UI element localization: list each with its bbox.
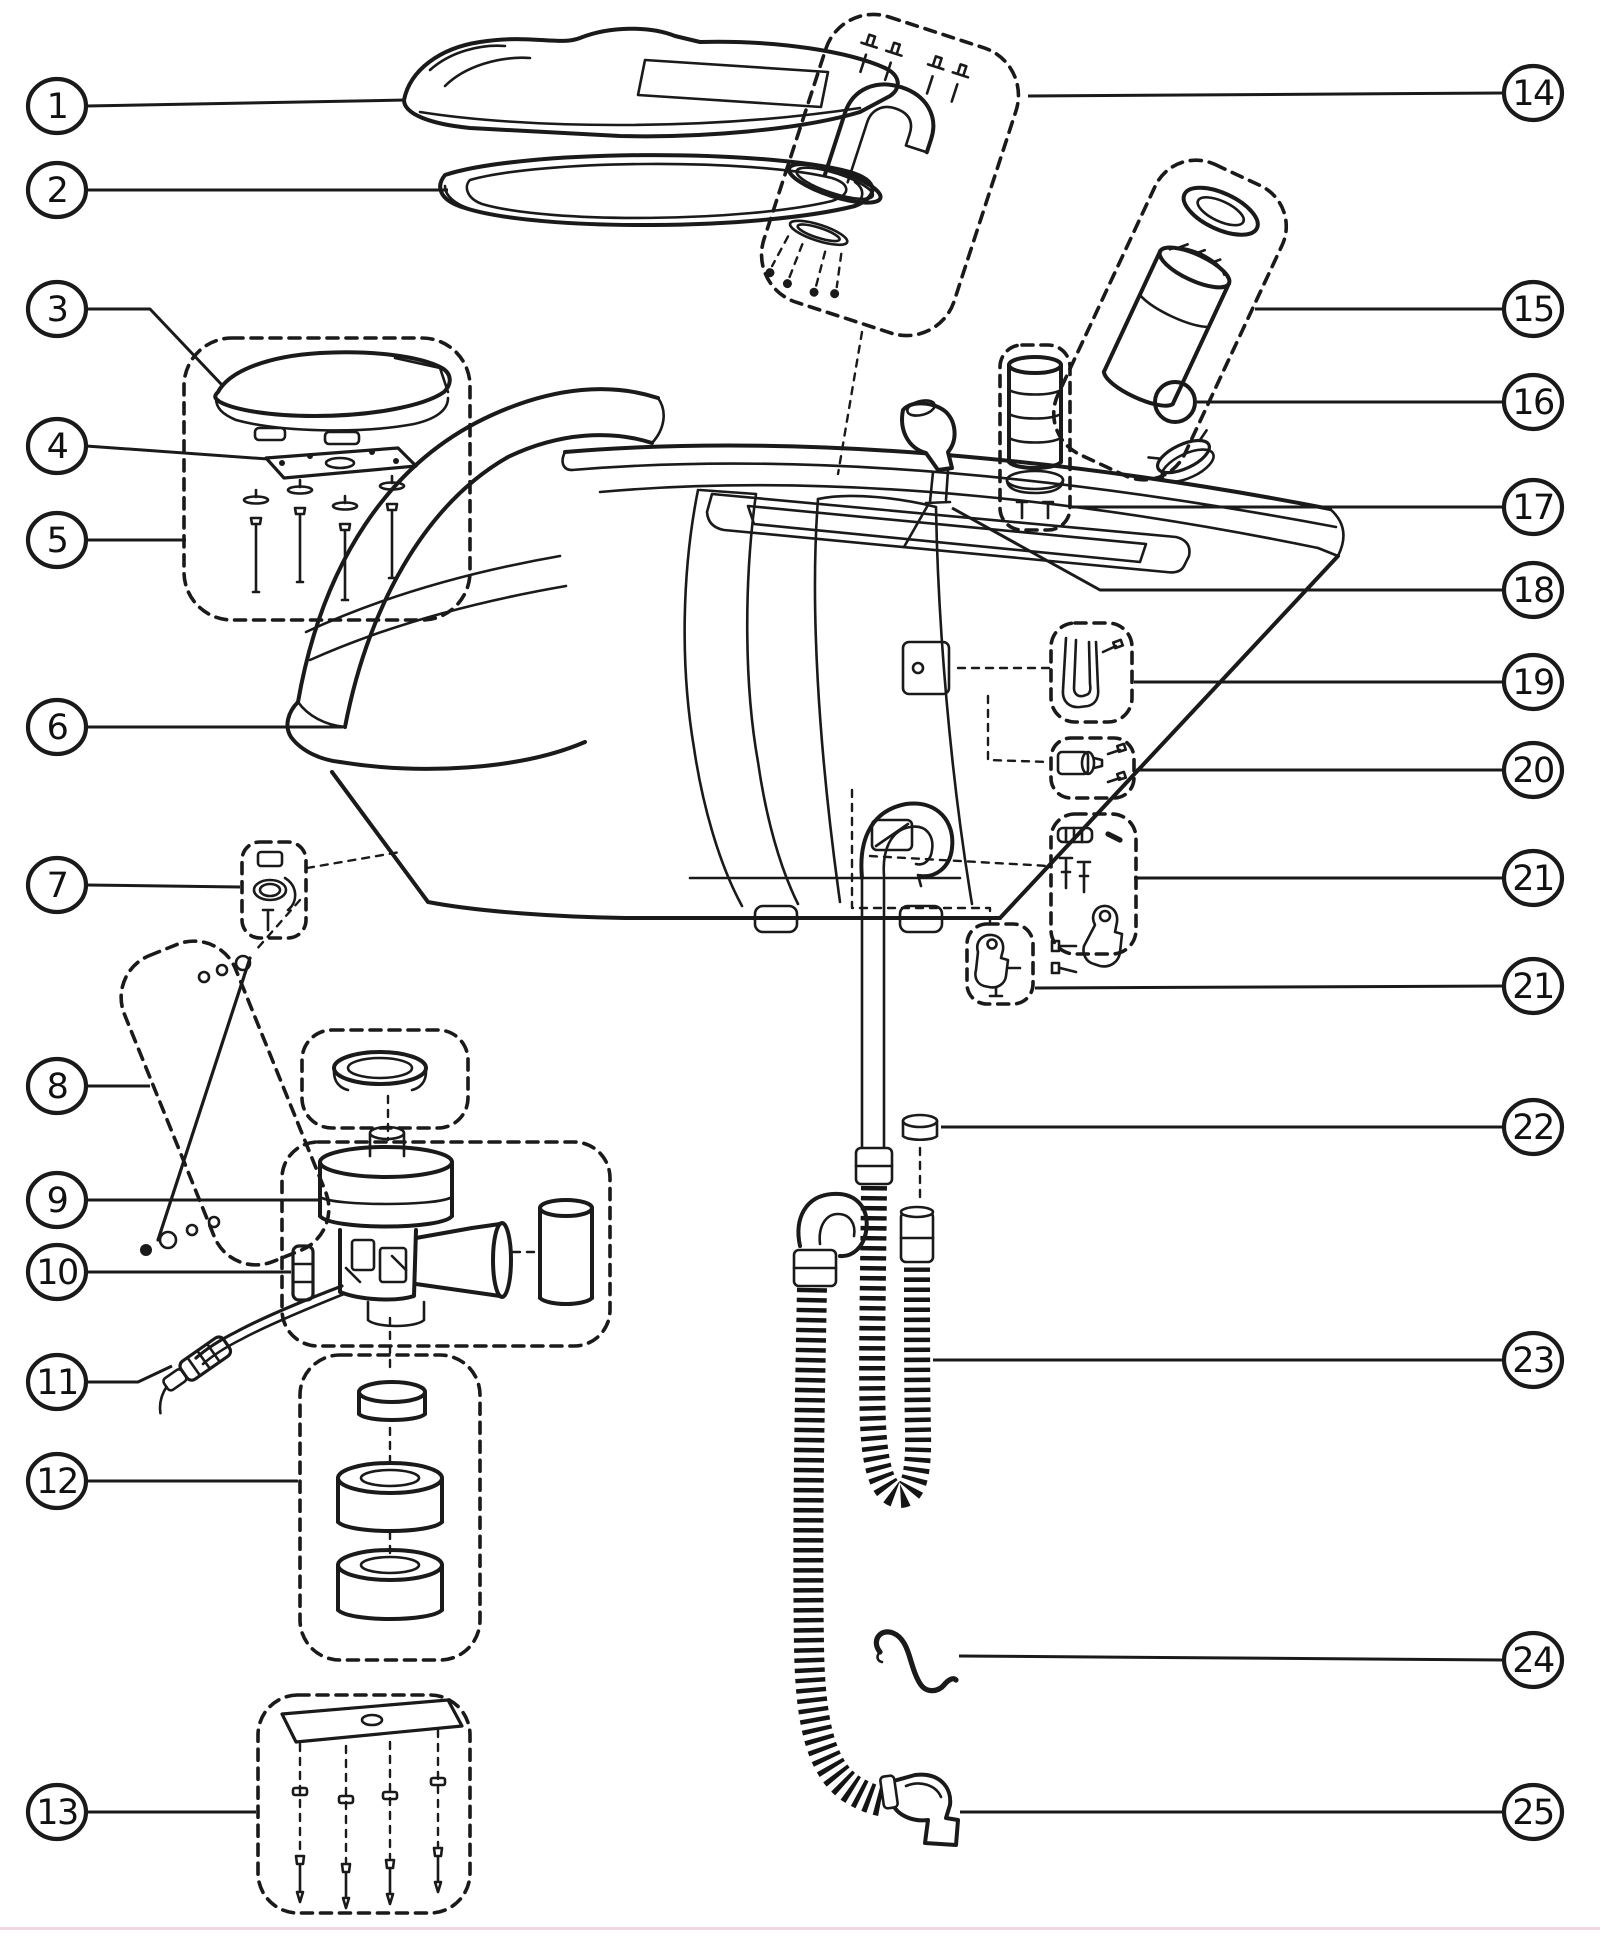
screw bbox=[1060, 858, 1072, 888]
bead bbox=[209, 1217, 219, 1227]
kit-box-base-plate bbox=[258, 1695, 470, 1913]
balloon-number: 20 bbox=[1512, 751, 1554, 791]
screw bbox=[919, 55, 946, 96]
screw-head bbox=[1113, 640, 1123, 648]
kit-box-pump bbox=[282, 1127, 610, 1346]
hose-end-fitting bbox=[901, 1207, 933, 1262]
dashed-box bbox=[1039, 145, 1301, 494]
part-mounting-plate bbox=[266, 448, 416, 478]
screw bbox=[1078, 862, 1090, 892]
callout-5 bbox=[28, 513, 86, 567]
leader-21b bbox=[1035, 986, 1504, 988]
ring-inner bbox=[1194, 192, 1248, 231]
leader-4 bbox=[86, 446, 268, 459]
hose-corrugated bbox=[808, 1288, 886, 1802]
tip-dot bbox=[808, 287, 819, 298]
kit-box-hose-clamp bbox=[967, 924, 1033, 1004]
leader-14 bbox=[1028, 93, 1504, 96]
connector-ribs bbox=[187, 1344, 219, 1376]
u-clip-inner bbox=[1074, 640, 1090, 696]
dashed-box bbox=[1051, 814, 1136, 954]
callout-14 bbox=[1504, 66, 1562, 120]
bearing-top bbox=[338, 1463, 442, 1493]
canister-bands bbox=[1009, 390, 1061, 443]
bead bbox=[217, 965, 227, 975]
part-pump bbox=[320, 1127, 511, 1326]
pump-bottom-cyl bbox=[368, 1302, 424, 1326]
link-rod bbox=[158, 958, 250, 1240]
balloon-number: 8 bbox=[46, 1067, 68, 1107]
plate-outline bbox=[282, 1700, 462, 1742]
spacer-outline bbox=[293, 1246, 313, 1300]
callout-4 bbox=[28, 419, 86, 473]
balloon-number: 13 bbox=[36, 1793, 78, 1833]
balloon-number: 19 bbox=[1512, 663, 1554, 703]
plate-outline bbox=[266, 448, 416, 478]
washer bbox=[339, 1796, 353, 1803]
bead bbox=[199, 972, 209, 982]
clip-pocket-line bbox=[876, 824, 908, 846]
balloon-number: 2 bbox=[46, 171, 68, 211]
cap-top bbox=[903, 1115, 937, 1127]
disc-sides bbox=[359, 1392, 425, 1420]
plate-hole bbox=[279, 460, 285, 466]
kit-box-linkage bbox=[108, 928, 343, 1279]
latch-hole bbox=[913, 663, 923, 673]
part-spacer-disc bbox=[359, 1382, 425, 1420]
part-drain-hose bbox=[794, 1194, 886, 1802]
clamp-body bbox=[1083, 906, 1122, 966]
connector-dashed-7b bbox=[256, 900, 300, 950]
part-screw-set bbox=[244, 476, 404, 600]
callout-23 bbox=[1504, 1333, 1562, 1387]
part-coupler-sleeve bbox=[540, 1200, 592, 1304]
leader-lines bbox=[86, 93, 1504, 1812]
callout-11 bbox=[28, 1355, 86, 1409]
callout-16 bbox=[1504, 375, 1562, 429]
callout-6 bbox=[28, 700, 86, 754]
clamp-hole bbox=[1100, 911, 1110, 921]
callout-21a bbox=[1504, 851, 1562, 905]
plate-hole bbox=[362, 1715, 382, 1725]
part-wire-harness bbox=[143, 1286, 344, 1413]
footer-rule bbox=[0, 1927, 1600, 1930]
washer bbox=[383, 1792, 397, 1799]
pump-flange bbox=[322, 1198, 450, 1204]
callout-25 bbox=[1504, 1785, 1562, 1839]
balloon-number: 11 bbox=[36, 1363, 78, 1403]
screw bbox=[1017, 502, 1053, 518]
dashed-box bbox=[242, 842, 306, 938]
rear-duct-left bbox=[685, 490, 742, 906]
part-bearing bbox=[338, 1550, 442, 1619]
rim-line bbox=[445, 182, 862, 209]
balloon-number: 3 bbox=[46, 290, 68, 330]
callout-15 bbox=[1504, 282, 1562, 336]
recessed-panel bbox=[638, 60, 828, 107]
kit-box-bearings bbox=[300, 1355, 480, 1660]
part-drain-elbow bbox=[880, 1775, 958, 1845]
kit-box-drain-tube bbox=[749, 1, 1032, 348]
callout-3 bbox=[28, 282, 86, 336]
seat-foot bbox=[325, 432, 359, 444]
balloon-number: 21 bbox=[1512, 967, 1554, 1007]
pump-detail bbox=[352, 1240, 374, 1270]
screw bbox=[878, 41, 905, 82]
screw bbox=[288, 480, 312, 582]
kit-box-clip bbox=[1051, 623, 1132, 722]
callout-2 bbox=[28, 163, 86, 217]
callout-17 bbox=[1504, 480, 1562, 534]
dashed-box bbox=[282, 1142, 610, 1346]
leader-3 bbox=[86, 309, 222, 385]
screw-head bbox=[1052, 963, 1059, 973]
pin bbox=[263, 910, 273, 930]
hook-curve bbox=[285, 878, 295, 910]
ring-outer bbox=[1177, 178, 1265, 244]
funnel-mouth bbox=[493, 1223, 511, 1297]
tip-dot bbox=[782, 278, 793, 289]
end-ball bbox=[140, 1244, 152, 1256]
balloon-number: 21 bbox=[1512, 859, 1554, 899]
kit-box-valve-seal bbox=[242, 842, 306, 938]
part-bearing bbox=[338, 1463, 442, 1531]
balloon-number: 10 bbox=[36, 1253, 78, 1293]
ring bbox=[160, 1232, 176, 1248]
bead bbox=[187, 1225, 197, 1235]
callout-10 bbox=[28, 1245, 86, 1299]
callout-22 bbox=[1504, 1100, 1562, 1154]
bearing-top bbox=[338, 1550, 442, 1580]
rear-panel-left bbox=[815, 499, 840, 902]
seat-foot bbox=[255, 428, 285, 440]
balloon-number: 17 bbox=[1512, 488, 1554, 528]
disc-top bbox=[359, 1382, 425, 1402]
seat-base-front bbox=[287, 702, 585, 769]
balloon-number: 9 bbox=[46, 1181, 68, 1221]
callout-24 bbox=[1504, 1633, 1562, 1687]
screw bbox=[944, 63, 971, 104]
connector-dashed-21a bbox=[870, 856, 1049, 866]
float-top bbox=[1155, 240, 1235, 296]
bearing-bore bbox=[361, 1557, 419, 1573]
o-ring bbox=[788, 216, 850, 250]
balloon-number: 4 bbox=[46, 427, 68, 467]
leader-18 bbox=[952, 508, 1504, 590]
part-seat bbox=[215, 352, 450, 444]
leader-24 bbox=[959, 1656, 1504, 1660]
handle-ridge bbox=[430, 46, 505, 70]
plate-hole bbox=[307, 453, 313, 459]
callout-balloons bbox=[28, 66, 1562, 1839]
leader-7 bbox=[86, 885, 240, 887]
clamp-body bbox=[975, 935, 1008, 988]
front-lip bbox=[420, 108, 860, 125]
hook-wire bbox=[876, 1632, 956, 1691]
seal-ring-inner bbox=[348, 1058, 412, 1078]
hose-hook-inner bbox=[820, 1214, 855, 1244]
leader-1 bbox=[86, 100, 406, 106]
balloon-number: 5 bbox=[46, 521, 68, 561]
part-cap bbox=[903, 1115, 937, 1140]
kit-box-seat-hardware bbox=[184, 338, 470, 620]
hose-collar bbox=[856, 1148, 892, 1184]
screw-body bbox=[251, 490, 261, 592]
part-hood-cover bbox=[404, 29, 898, 137]
float-band bbox=[1137, 295, 1208, 333]
plate-hole bbox=[369, 449, 375, 455]
drop-dashed bbox=[771, 235, 847, 292]
float-parts bbox=[1098, 178, 1265, 414]
plate-slot bbox=[326, 458, 354, 468]
screw-body bbox=[295, 480, 305, 582]
hose-hook bbox=[798, 1194, 866, 1256]
pump-drum-bottom bbox=[320, 1216, 452, 1227]
callout-8 bbox=[28, 1059, 86, 1113]
balloon-number: 6 bbox=[46, 708, 68, 748]
callout-12 bbox=[28, 1454, 86, 1508]
connector-dashed-20 bbox=[988, 696, 1049, 762]
callout-20 bbox=[1504, 743, 1562, 797]
spout-stem bbox=[926, 470, 950, 503]
sleeve-sides bbox=[540, 1208, 592, 1304]
washer bbox=[431, 1778, 445, 1785]
connector-dashed-7a bbox=[307, 852, 400, 868]
screw bbox=[296, 1856, 304, 1902]
sleeve-top bbox=[540, 1200, 592, 1216]
seat-crease bbox=[310, 586, 566, 660]
spacer-lines bbox=[293, 1264, 313, 1282]
pump-dr-sides bbox=[320, 1162, 452, 1216]
kit-box-latch-hardware bbox=[1051, 814, 1136, 973]
wire2 bbox=[203, 1294, 344, 1364]
callout-7 bbox=[28, 858, 86, 912]
screw bbox=[333, 496, 357, 600]
balloon-number: 14 bbox=[1512, 74, 1554, 114]
collar-top bbox=[901, 1207, 933, 1217]
callout-19 bbox=[1504, 655, 1562, 709]
flange bbox=[785, 156, 884, 210]
front-lower-edge bbox=[332, 772, 1000, 918]
funnel bbox=[416, 1224, 500, 1296]
dashed-box bbox=[108, 928, 343, 1279]
balloon-number: 7 bbox=[46, 866, 68, 906]
wire bbox=[196, 1286, 342, 1358]
kit-box-float-assembly bbox=[1039, 145, 1301, 494]
kit-box-seal-ring bbox=[302, 1030, 468, 1128]
callout-9 bbox=[28, 1173, 86, 1227]
tube bbox=[862, 880, 884, 1148]
balloon-number: 23 bbox=[1512, 1341, 1554, 1381]
balloon-number: 24 bbox=[1512, 1641, 1554, 1681]
pump-drum-top bbox=[320, 1147, 452, 1177]
balloon-number: 25 bbox=[1512, 1793, 1554, 1833]
tank-opening-inner bbox=[748, 506, 1146, 562]
seat-edge bbox=[395, 358, 448, 392]
balloon-number: 1 bbox=[46, 87, 68, 127]
screw bbox=[342, 1864, 350, 1908]
clamp-hole bbox=[988, 940, 997, 949]
o-ring-inner bbox=[260, 884, 280, 896]
canister-top bbox=[1009, 357, 1061, 373]
pin bbox=[1108, 834, 1120, 840]
bearing-bore bbox=[361, 1470, 419, 1486]
balloon-number: 15 bbox=[1512, 290, 1554, 330]
screw bbox=[244, 490, 268, 592]
handle-ridge bbox=[445, 58, 530, 86]
float-sides bbox=[1100, 251, 1229, 412]
elbow-collar bbox=[880, 1775, 898, 1809]
leader-11 bbox=[86, 1366, 172, 1382]
connector-dashed-14 bbox=[838, 332, 862, 474]
callout-13 bbox=[28, 1785, 86, 1839]
balloon-number: 22 bbox=[1512, 1108, 1554, 1148]
balloon-number: 12 bbox=[36, 1462, 78, 1502]
hose-collar bbox=[794, 1250, 836, 1286]
tip-dot bbox=[829, 288, 840, 299]
rear-panel-right bbox=[818, 496, 972, 904]
drop-dashed bbox=[300, 1730, 438, 1862]
screw-head bbox=[1117, 744, 1126, 752]
screw bbox=[853, 33, 880, 74]
balloon-number: 16 bbox=[1512, 383, 1554, 423]
screw-head bbox=[1117, 772, 1126, 780]
callout-18 bbox=[1504, 563, 1562, 617]
screw bbox=[434, 1848, 442, 1892]
callout-21b bbox=[1504, 959, 1562, 1013]
hose-hook bbox=[861, 804, 952, 878]
plate-hole bbox=[393, 458, 399, 464]
screw bbox=[386, 1860, 394, 1904]
part-hose-hook bbox=[876, 1632, 956, 1691]
balloon-number: 18 bbox=[1512, 571, 1554, 611]
part-spacer bbox=[293, 1246, 313, 1300]
callout-1 bbox=[28, 79, 86, 133]
valve-block bbox=[258, 852, 282, 866]
